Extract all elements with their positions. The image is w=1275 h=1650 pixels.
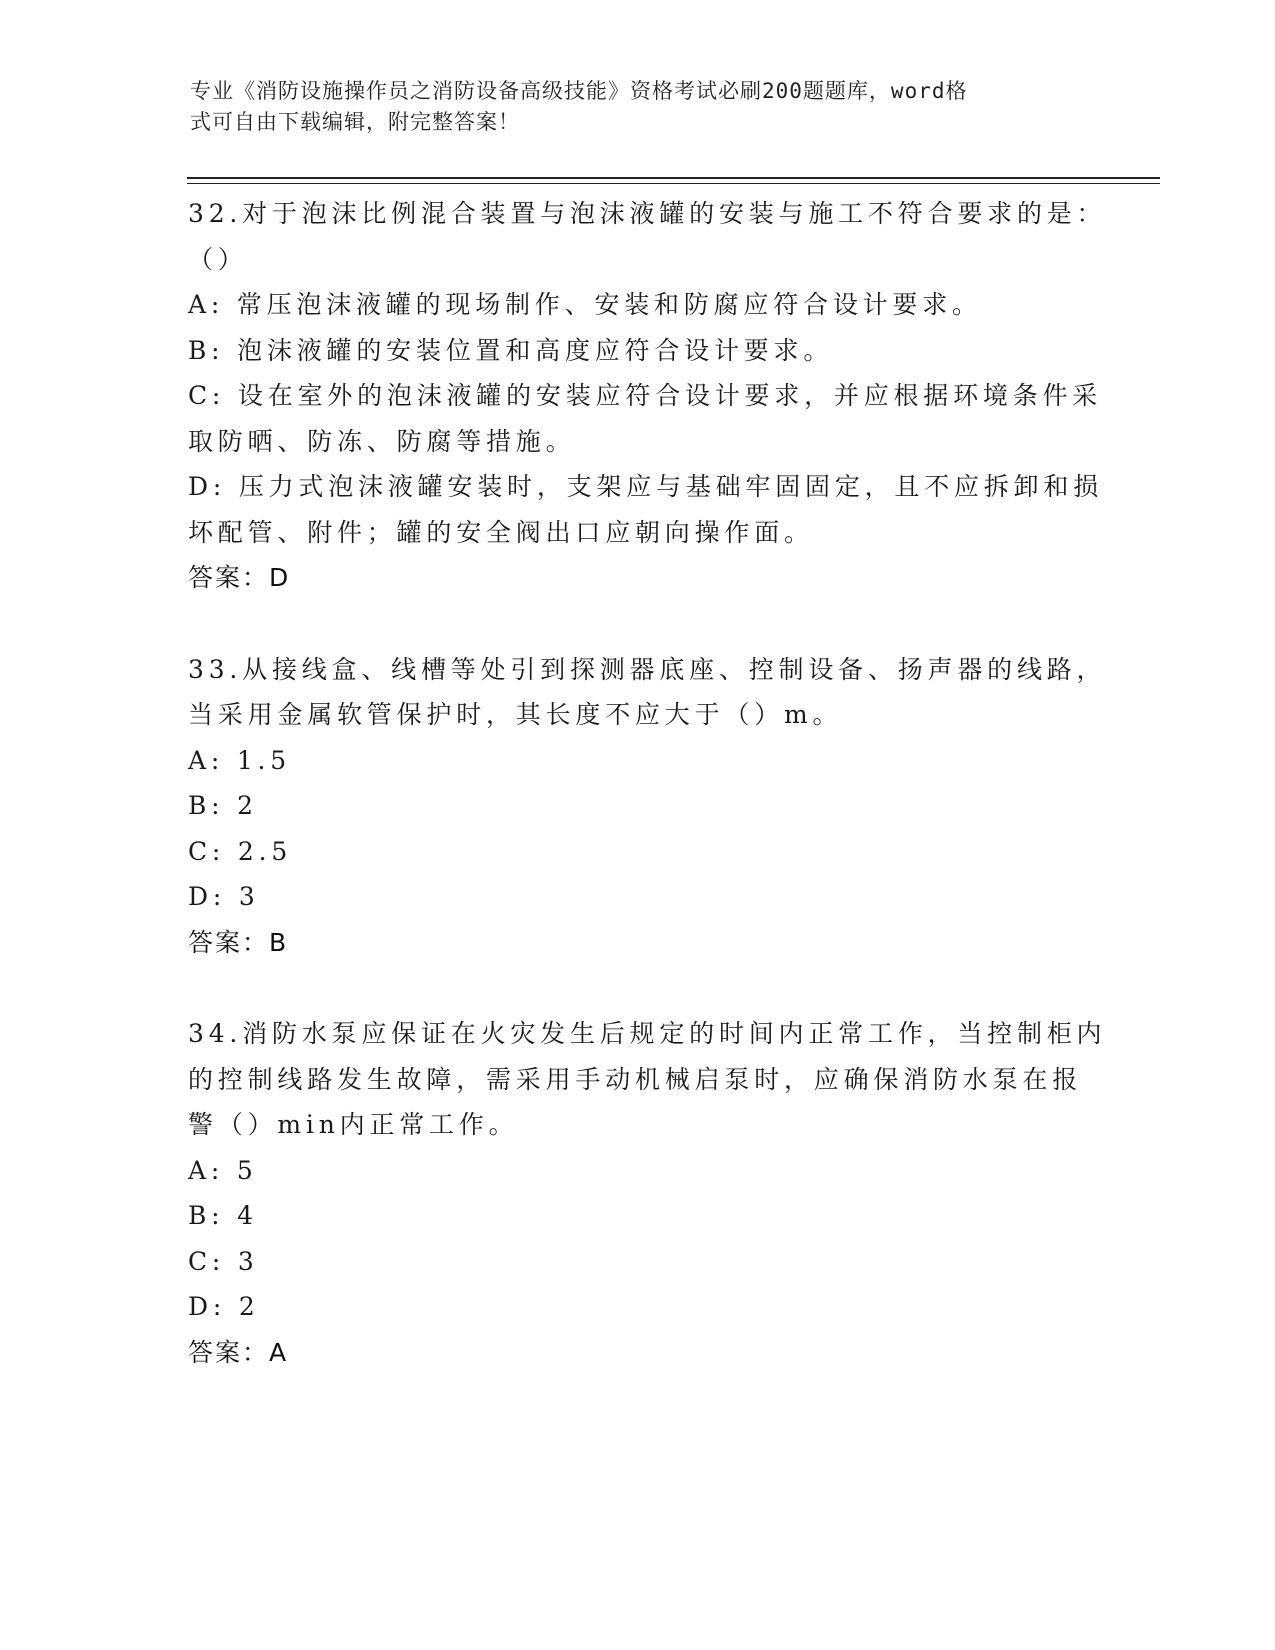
question-stem-line: 32.对于泡沫比例混合装置与泡沫液罐的安装与施工不符合要求的是： <box>188 199 1107 228</box>
option-line: B: 泡沫液罐的安装位置和高度应符合设计要求。 <box>188 335 834 365</box>
document-header <box>190 76 1070 138</box>
option-line: B: 2 <box>188 791 258 820</box>
header-divider <box>187 177 1160 179</box>
option-line: C: 2.5 <box>188 836 293 866</box>
option-line: 取防晒、防冻、防腐等措施。 <box>188 426 576 456</box>
header-line: 专业《消防设施操作员之消防设备高级技能》资格考试必刷200题题库，word格 <box>190 79 968 103</box>
question-block <box>188 647 1107 966</box>
question-stem-line: 34.消防水泵应保证在火灾发生后规定的时间内正常工作，当控制柜内 <box>188 1019 1107 1048</box>
question-block <box>188 1011 1107 1375</box>
option-line: A: 5 <box>188 1155 258 1185</box>
option-line: C: 3 <box>188 1246 259 1276</box>
header-divider <box>187 183 1160 184</box>
option-line: C: 设在室外的泡沫液罐的安装应符合设计要求，并应根据环境条件采 <box>188 381 1103 410</box>
question-block <box>188 191 1107 601</box>
question-stem-line: （） <box>188 244 248 274</box>
option-line: A: 常压泡沫液罐的现场制作、安装和防腐应符合设计要求。 <box>188 290 982 319</box>
option-line: A: 1.5 <box>188 745 291 775</box>
answer-line: 答案：B <box>188 927 289 957</box>
option-line: D: 3 <box>188 882 260 911</box>
option-line: D: 2 <box>188 1292 260 1321</box>
option-line: 坏配管、附件；罐的安全阀出口应朝向操作面。 <box>188 517 814 547</box>
question-list <box>188 191 1107 1421</box>
question-stem-line: 当采用金属软管保护时，其长度不应大于（）m。 <box>188 700 843 729</box>
question-stem-line: 警（）min内正常工作。 <box>188 1110 519 1139</box>
question-stem-line: 的控制线路发生故障，需采用手动机械启泵时，应确保消防水泵在报 <box>188 1064 1083 1094</box>
answer-line: 答案：A <box>188 1337 289 1367</box>
answer-line: 答案：D <box>188 563 291 592</box>
option-line: D: 压力式泡沫液罐安装时，支架应与基础牢固固定，且不应拆卸和损 <box>188 472 1104 501</box>
option-line: B: 4 <box>188 1201 258 1230</box>
header-line: 式可自由下载编辑，附完整答案！ <box>190 110 520 134</box>
question-stem-line: 33.从接线盒、线槽等处引到探测器底座、控制设备、扬声器的线路， <box>188 654 1107 684</box>
